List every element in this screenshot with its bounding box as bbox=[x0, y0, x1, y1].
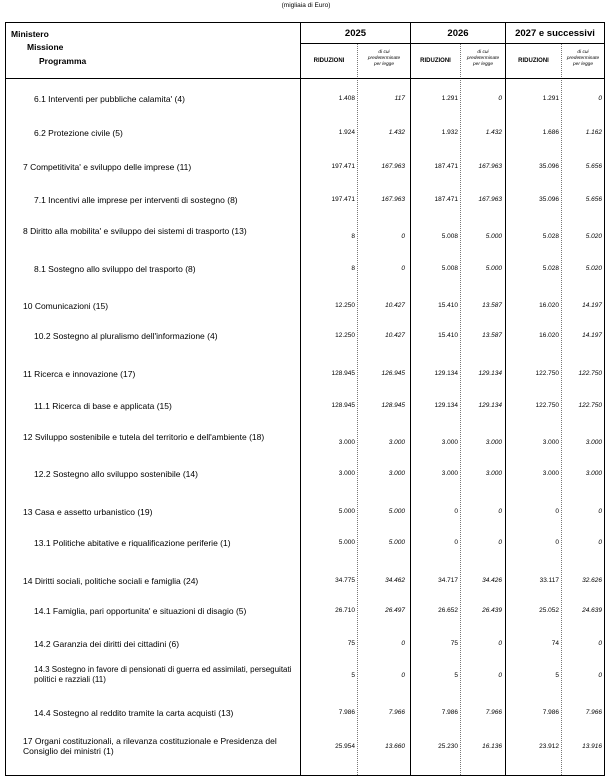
predeterminate-value: 5.656 bbox=[585, 196, 602, 203]
riduzioni-value: 122.750 bbox=[535, 402, 559, 409]
predeterminate-value: 0 bbox=[598, 640, 602, 647]
predeterminate-value: 26.497 bbox=[385, 607, 405, 614]
predeterminate-value: 167.963 bbox=[381, 196, 405, 203]
predeterminate-value: 14.197 bbox=[582, 332, 602, 339]
predeterminate-value: 1.162 bbox=[585, 129, 602, 136]
programma-label: 14.3 Sostegno in favore di pensionati di guerra ed assimilati, perseguitati politici e razziali (11) bbox=[34, 665, 292, 684]
riduzioni-value: 5 bbox=[555, 672, 559, 679]
riduzioni-value: 1.291 bbox=[441, 95, 458, 102]
riduzioni-value: 0 bbox=[454, 539, 458, 546]
header-missione: Missione bbox=[27, 42, 64, 52]
predeterminate-value: 1.432 bbox=[388, 129, 405, 136]
budget-table bbox=[5, 22, 605, 776]
riduzioni-value: 5.028 bbox=[542, 233, 559, 240]
riduzioni-value: 35.096 bbox=[539, 163, 559, 170]
riduzioni-value: 3.000 bbox=[441, 470, 458, 477]
year-divider bbox=[300, 43, 605, 44]
di-cui-line: di cui bbox=[477, 50, 489, 55]
missione-label: 13 Casa e assetto urbanistico (19) bbox=[23, 507, 153, 517]
riduzioni-value: 0 bbox=[555, 508, 559, 515]
di-cui-header bbox=[358, 50, 410, 68]
missione-label: 7 Competitivita' e sviluppo delle imprese (11) bbox=[23, 162, 192, 172]
riduzioni-value: 1.686 bbox=[542, 129, 559, 136]
riduzioni-value: 8 bbox=[351, 233, 355, 240]
riduzioni-value: 7.986 bbox=[542, 709, 559, 716]
riduzioni-value: 25.052 bbox=[539, 607, 559, 614]
di-cui-line: di cui bbox=[378, 50, 390, 55]
predeterminate-value: 126.945 bbox=[381, 370, 405, 377]
riduzioni-value: 0 bbox=[454, 508, 458, 515]
column-border bbox=[5, 23, 6, 775]
predeterminate-value: 14.197 bbox=[582, 302, 602, 309]
programma-label: 8.1 Sostegno allo sviluppo del trasporto (8) bbox=[34, 264, 196, 274]
riduzioni-value: 34.775 bbox=[335, 577, 355, 584]
predeterminate-value: 117 bbox=[394, 95, 405, 102]
predeterminate-value: 5.000 bbox=[388, 539, 405, 546]
header-programma: Programma bbox=[39, 56, 87, 66]
predeterminate-value: 3.000 bbox=[388, 470, 405, 477]
di-cui-line: per legge bbox=[472, 61, 493, 67]
year-2025-header: 2025 bbox=[344, 28, 367, 39]
programma-label: 10.2 Sostegno al pluralismo dell'informazione (4) bbox=[34, 331, 218, 341]
predeterminate-value: 167.963 bbox=[478, 196, 502, 203]
riduzioni-value: 16.020 bbox=[539, 302, 559, 309]
column-border bbox=[410, 23, 411, 775]
predeterminate-value: 3.000 bbox=[485, 439, 502, 446]
sub-column-divider bbox=[357, 43, 358, 775]
riduzioni-value: 5 bbox=[351, 672, 355, 679]
predeterminate-value: 5.020 bbox=[585, 265, 602, 272]
riduzioni-value: 16.020 bbox=[539, 332, 559, 339]
predeterminate-value: 0 bbox=[598, 672, 602, 679]
predeterminate-value: 0 bbox=[498, 95, 502, 102]
predeterminate-value: 5.656 bbox=[585, 163, 602, 170]
riduzioni-value: 187.471 bbox=[434, 196, 458, 203]
riduzioni-value: 3.000 bbox=[542, 439, 559, 446]
riduzioni-value: 0 bbox=[555, 539, 559, 546]
sub-column-divider bbox=[561, 43, 562, 775]
riduzioni-value: 187.471 bbox=[434, 163, 458, 170]
missione-label: 8 Diritto alla mobilita' e sviluppo dei sistemi di trasporto (13) bbox=[23, 226, 247, 236]
year-2026-header: 2026 bbox=[447, 28, 469, 39]
riduzioni-value: 15.410 bbox=[438, 302, 458, 309]
predeterminate-value: 0 bbox=[498, 508, 502, 515]
di-cui-line: per legge bbox=[373, 61, 394, 67]
predeterminate-value: 34.426 bbox=[482, 577, 502, 584]
riduzioni-value: 1.932 bbox=[441, 129, 458, 136]
predeterminate-value: 0 bbox=[598, 539, 602, 546]
predeterminate-value: 24.639 bbox=[582, 607, 602, 614]
column-border bbox=[300, 23, 301, 775]
programma-label: 6.2 Protezione civile (5) bbox=[34, 128, 123, 138]
predeterminate-value: 13.916 bbox=[582, 743, 602, 750]
predeterminate-value: 5.000 bbox=[485, 233, 502, 240]
riduzioni-value: 75 bbox=[450, 640, 458, 647]
riduzioni-value: 33.117 bbox=[539, 577, 559, 584]
programma-label: 14.1 Famiglia, pari opportunita' e situazioni di disagio (5) bbox=[34, 606, 247, 616]
riduzioni-value: 5.008 bbox=[441, 233, 458, 240]
predeterminate-value: 128.945 bbox=[381, 402, 405, 409]
riduzioni-value: 5.008 bbox=[441, 265, 458, 272]
riduzioni-value: 23.912 bbox=[539, 743, 559, 750]
predeterminate-value: 13.587 bbox=[482, 332, 502, 339]
predeterminate-value: 0 bbox=[401, 672, 405, 679]
riduzioni-value: 75 bbox=[347, 640, 355, 647]
predeterminate-value: 0 bbox=[401, 265, 405, 272]
year-2027-header: 2027 e successivi bbox=[515, 28, 595, 39]
missione-label: 14 Diritti sociali, politiche sociali e famiglia (24) bbox=[23, 576, 199, 586]
riduzioni-value: 129.134 bbox=[434, 402, 458, 409]
riduzioni-value: 3.000 bbox=[542, 470, 559, 477]
riduzioni-value: 12.250 bbox=[335, 302, 355, 309]
riduzioni-value: 1.408 bbox=[338, 95, 355, 102]
riduzioni-value: 1.291 bbox=[542, 95, 559, 102]
predeterminate-value: 16.136 bbox=[482, 743, 502, 750]
predeterminate-value: 7.966 bbox=[485, 709, 502, 716]
predeterminate-value: 34.462 bbox=[385, 577, 405, 584]
predeterminate-value: 5.000 bbox=[388, 508, 405, 515]
programma-label: 14.4 Sostegno al reddito tramite la carta acquisti (13) bbox=[34, 708, 234, 718]
predeterminate-value: 0 bbox=[498, 539, 502, 546]
predeterminate-value: 7.966 bbox=[388, 709, 405, 716]
predeterminate-value: 3.000 bbox=[485, 470, 502, 477]
programma-label: 6.1 Interventi per pubbliche calamita' (4) bbox=[34, 94, 185, 104]
riduzioni-value: 197.471 bbox=[331, 163, 355, 170]
predeterminate-value: 3.000 bbox=[388, 439, 405, 446]
predeterminate-value: 7.966 bbox=[585, 709, 602, 716]
missione-label: 12 Sviluppo sostenibile e tutela del territorio e dell'ambiente (18) bbox=[23, 432, 265, 442]
riduzioni-value: 3.000 bbox=[338, 470, 355, 477]
riduzioni-header: RIDUZIONI bbox=[313, 58, 345, 64]
predeterminate-value: 10.427 bbox=[385, 302, 405, 309]
predeterminate-value: 0 bbox=[401, 640, 405, 647]
riduzioni-value: 5.000 bbox=[338, 508, 355, 515]
di-cui-line: predeterminate bbox=[466, 55, 500, 61]
predeterminate-value: 13.587 bbox=[482, 302, 502, 309]
di-cui-line: per legge bbox=[572, 61, 593, 67]
predeterminate-value: 122.750 bbox=[578, 402, 602, 409]
predeterminate-value: 13.660 bbox=[385, 743, 405, 750]
riduzioni-value: 25.230 bbox=[438, 743, 458, 750]
predeterminate-value: 129.134 bbox=[478, 370, 502, 377]
header-ministero: Ministero bbox=[11, 29, 49, 39]
riduzioni-value: 35.096 bbox=[539, 196, 559, 203]
sub-column-divider bbox=[460, 43, 461, 775]
di-cui-line: predeterminate bbox=[367, 55, 401, 61]
riduzioni-value: 1.924 bbox=[338, 129, 355, 136]
programma-label: 13.1 Politiche abitative e riqualificazione periferie (1) bbox=[34, 538, 231, 548]
riduzioni-header: RIDUZIONI bbox=[420, 58, 451, 64]
predeterminate-value: 26.439 bbox=[482, 607, 502, 614]
programma-label: 11.1 Ricerca di base e applicata (15) bbox=[34, 401, 172, 411]
di-cui-line: predeterminate bbox=[566, 55, 600, 61]
riduzioni-value: 26.652 bbox=[438, 607, 458, 614]
di-cui-line: di cui bbox=[577, 50, 589, 55]
di-cui-header bbox=[562, 50, 604, 68]
riduzioni-value: 5 bbox=[454, 672, 458, 679]
predeterminate-value: 32.626 bbox=[582, 577, 602, 584]
riduzioni-value: 74 bbox=[551, 640, 559, 647]
predeterminate-value: 0 bbox=[498, 672, 502, 679]
riduzioni-value: 129.134 bbox=[434, 370, 458, 377]
unit-note: (migliaia di Euro) bbox=[281, 2, 331, 9]
predeterminate-value: 5.020 bbox=[585, 233, 602, 240]
predeterminate-value: 0 bbox=[498, 640, 502, 647]
riduzioni-value: 26.710 bbox=[335, 607, 355, 614]
riduzioni-value: 25.954 bbox=[335, 743, 355, 750]
predeterminate-value: 10.427 bbox=[385, 332, 405, 339]
di-cui-header bbox=[461, 50, 505, 68]
riduzioni-value: 3.000 bbox=[338, 439, 355, 446]
riduzioni-value: 15.410 bbox=[438, 332, 458, 339]
riduzioni-header: RIDUZIONI bbox=[518, 58, 549, 64]
riduzioni-value: 3.000 bbox=[441, 439, 458, 446]
riduzioni-value: 7.986 bbox=[338, 709, 355, 716]
riduzioni-value: 12.250 bbox=[335, 332, 355, 339]
programma-label: 12.2 Sostegno allo sviluppo sostenibile (14) bbox=[34, 469, 198, 479]
riduzioni-value: 5.028 bbox=[542, 265, 559, 272]
header-divider bbox=[5, 78, 605, 79]
missione-label: 10 Comunicazioni (15) bbox=[23, 301, 109, 311]
predeterminate-value: 0 bbox=[401, 233, 405, 240]
predeterminate-value: 167.963 bbox=[478, 163, 502, 170]
riduzioni-value: 8 bbox=[351, 265, 355, 272]
column-border bbox=[505, 23, 506, 775]
missione-label: 17 Organi costituzionali, a rilevanza costituzionale e Presidenza del Consiglio dei ministri (1) bbox=[23, 736, 277, 756]
predeterminate-value: 3.000 bbox=[585, 470, 602, 477]
riduzioni-value: 128.945 bbox=[331, 370, 355, 377]
predeterminate-value: 1.432 bbox=[485, 129, 502, 136]
riduzioni-value: 5.000 bbox=[338, 539, 355, 546]
predeterminate-value: 129.134 bbox=[478, 402, 502, 409]
programma-label: 14.2 Garanzia dei diritti dei cittadini (6) bbox=[34, 639, 180, 649]
riduzioni-value: 122.750 bbox=[535, 370, 559, 377]
predeterminate-value: 5.000 bbox=[485, 265, 502, 272]
programma-label: 7.1 Incentivi alle imprese per interventi di sostegno (8) bbox=[34, 195, 238, 205]
riduzioni-value: 197.471 bbox=[331, 196, 355, 203]
riduzioni-value: 34.717 bbox=[438, 577, 458, 584]
riduzioni-value: 7.986 bbox=[441, 709, 458, 716]
missione-label: 11 Ricerca e innovazione (17) bbox=[23, 369, 136, 379]
predeterminate-value: 122.750 bbox=[578, 370, 602, 377]
predeterminate-value: 0 bbox=[598, 95, 602, 102]
predeterminate-value: 3.000 bbox=[585, 439, 602, 446]
predeterminate-value: 167.963 bbox=[381, 163, 405, 170]
column-border bbox=[604, 23, 605, 775]
predeterminate-value: 0 bbox=[598, 508, 602, 515]
riduzioni-value: 128.945 bbox=[331, 402, 355, 409]
